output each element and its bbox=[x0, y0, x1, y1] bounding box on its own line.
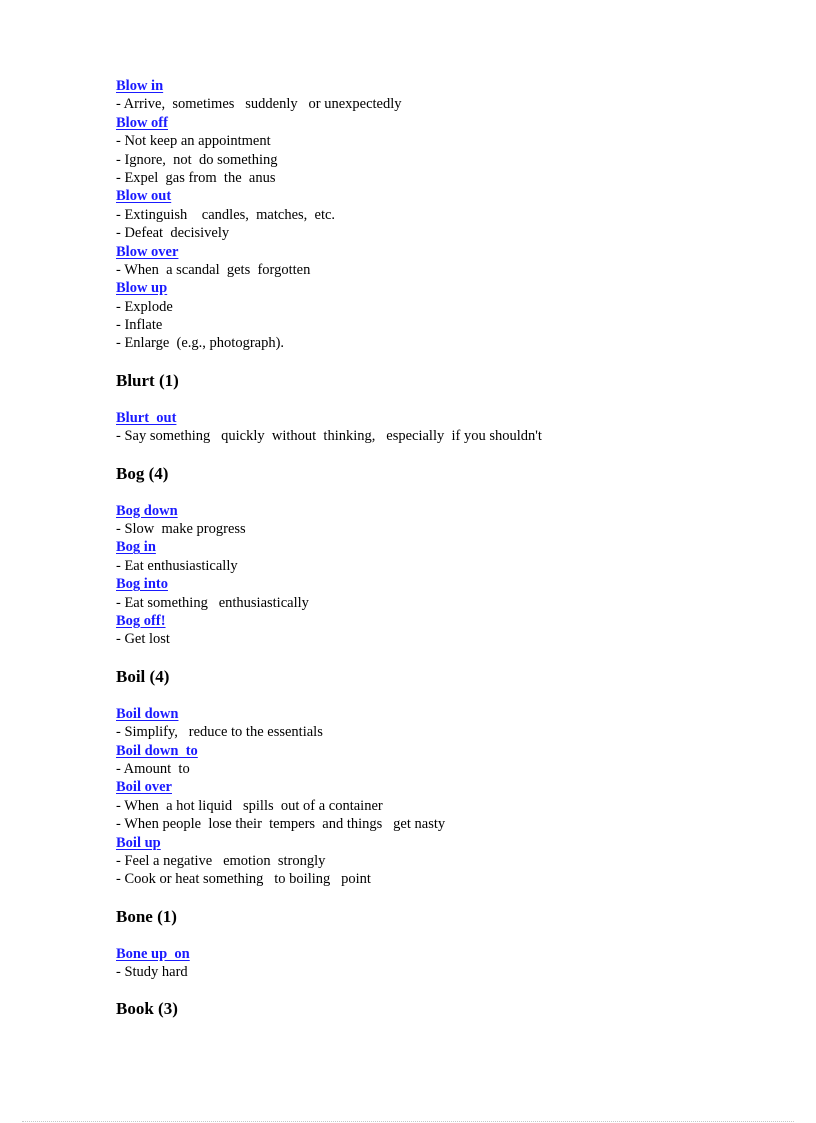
phrasal-verb-link[interactable]: Bog off! bbox=[116, 612, 166, 629]
definition-line: - When people lose their tempers and things get nasty bbox=[116, 816, 446, 833]
section-heading: Bog (4) bbox=[116, 463, 169, 483]
phrasal-verb-link[interactable]: Bog down bbox=[116, 502, 178, 519]
phrasal-verb-link[interactable]: Boil down bbox=[116, 705, 179, 722]
phrasal-verb-link[interactable]: Boil up bbox=[116, 834, 161, 851]
definition-line: - Not keep an appointment bbox=[116, 133, 271, 150]
verb-section bbox=[116, 998, 776, 1019]
phrasal-verb-link[interactable]: Boil over bbox=[116, 779, 172, 796]
section-heading: Blurt (1) bbox=[116, 370, 179, 390]
verb-section bbox=[116, 906, 776, 982]
phrasal-verbs-page bbox=[116, 77, 776, 1037]
definition-line: - Inflate bbox=[116, 317, 163, 334]
page-bottom-divider bbox=[22, 1121, 794, 1122]
definition-line: - Feel a negative emotion strongly bbox=[116, 852, 326, 869]
definition-line: - Slow make progress bbox=[116, 521, 246, 538]
phrasal-verb-link[interactable]: Boil down to bbox=[116, 742, 198, 759]
verb-section bbox=[116, 666, 776, 889]
definition-line: - Say something quickly without thinking, especially if you shouldn't bbox=[116, 428, 542, 445]
section-heading: Bone (1) bbox=[116, 906, 177, 926]
phrasal-verb-link[interactable]: Bone up on bbox=[116, 945, 190, 962]
verb-section bbox=[116, 77, 776, 353]
definition-line: - Eat enthusiastically bbox=[116, 557, 238, 574]
definition-line: - Get lost bbox=[116, 631, 170, 648]
phrasal-verb-link[interactable]: Blow in bbox=[116, 78, 164, 94]
definition-line: - Amount to bbox=[116, 760, 190, 777]
definition-line: - Study hard bbox=[116, 964, 188, 981]
definition-line: - Extinguish candles, matches, etc. bbox=[116, 206, 336, 223]
definition-line: - Explode bbox=[116, 298, 173, 315]
section-heading: Book (3) bbox=[116, 999, 178, 1019]
definition-line: - When a scandal gets forgotten bbox=[116, 261, 311, 278]
definition-line: - When a hot liquid spills out of a container bbox=[116, 797, 383, 814]
phrasal-verb-link[interactable]: Bog in bbox=[116, 539, 156, 556]
definition-line: - Enlarge (e.g., photograph). bbox=[116, 335, 285, 352]
definition-line: - Eat something enthusiastically bbox=[116, 594, 309, 611]
definition-line: - Cook or heat something to boiling point bbox=[116, 871, 371, 888]
verb-section bbox=[116, 463, 776, 649]
phrasal-verb-link[interactable]: Blurt out bbox=[116, 409, 177, 426]
verb-section bbox=[116, 370, 776, 446]
definition-line: - Ignore, not do something bbox=[116, 151, 278, 168]
phrasal-verb-link[interactable]: Blow out bbox=[116, 188, 172, 205]
definition-line: - Simplify, reduce to the essentials bbox=[116, 724, 323, 741]
definition-line: - Arrive, sometimes suddenly or unexpectedly bbox=[116, 96, 402, 113]
phrasal-verb-link[interactable]: Bog into bbox=[116, 576, 168, 593]
phrasal-verb-link[interactable]: Blow off bbox=[116, 114, 168, 131]
definition-line: - Defeat decisively bbox=[116, 225, 230, 242]
phrasal-verb-link[interactable]: Blow over bbox=[116, 243, 179, 260]
phrasal-verb-link[interactable]: Blow up bbox=[116, 280, 168, 297]
definition-line: - Expel gas from the anus bbox=[116, 169, 276, 186]
section-heading: Boil (4) bbox=[116, 666, 170, 686]
